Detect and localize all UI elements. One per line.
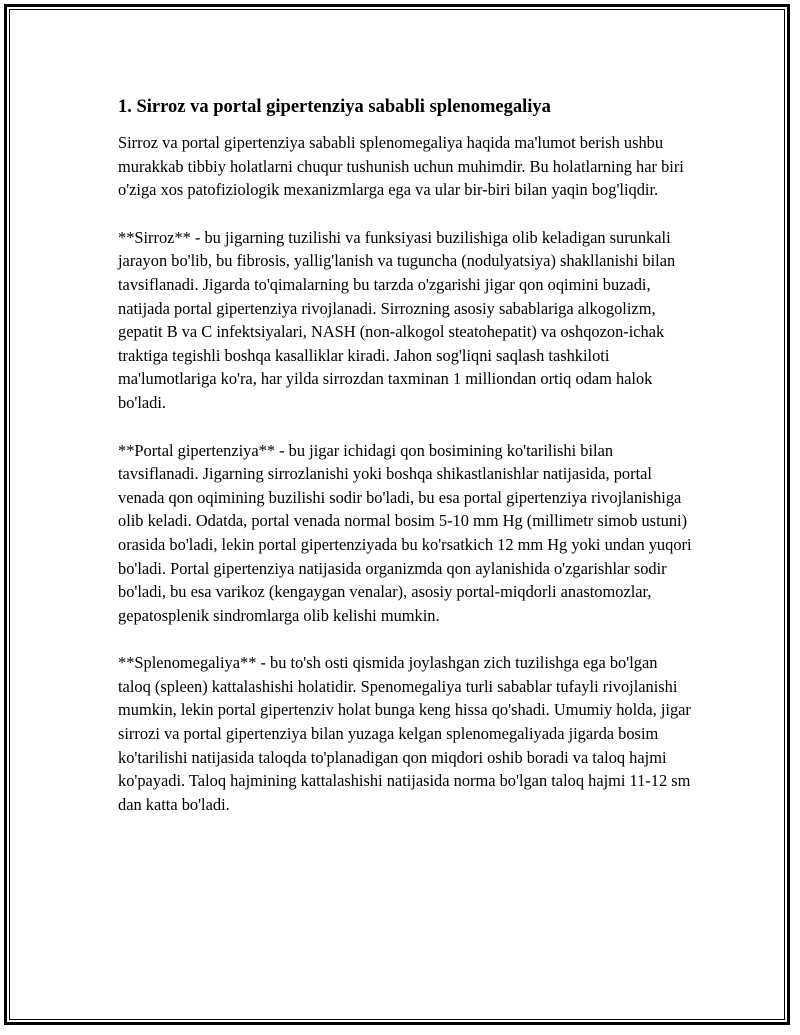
document-title: 1. Sirroz va portal gipertenziya sababli splenomegaliya: [118, 97, 551, 117]
paragraph-splenomegaliya: **Splenomegaliya** - bu to'sh osti qismida joylashgan zich tuzilishga ega bo'lgan taloq (spleen) kattalashishi holatidir. Spenomegaliya turli sabablar tufayli rivojlanishi mumkin, lekin portal gipertenziv holat bunga keng hissa qo'shadi. Umumiy holda, jigar sirrozi va portal gipertenziya bilan yuzaga kelgan splenomegaliyada jigarda bosim ko'tarilishi natijasida taloqda to'planadigan qon miqdori oshib boradi va taloq hajmi ko'payadi. Taloq hajmining kattalashishi natijasida norma bo'lgan taloq hajmi 11-12 sm dan katta bo'ladi.: [118, 653, 691, 814]
document-body: [118, 95, 693, 840]
paragraph-sirroz: **Sirroz** - bu jigarning tuzilishi va funksiyasi buzilishiga olib keladigan surunkali jarayon bo'lib, bu fibrosis, yallig'lanish va tuguncha (nodulyatsiya) shakllanishi bilan tavsiflanadi. Jigarda to'qimalarning bu tarzda o'zgarishi jigar qon oqimini buzadi, natijada portal gipertenziya rivojlanadi. Sirrozning asosiy sabablariga alkogolizm, gepatit B va C infektsiyalari, NASH (non-alkogol steatohepatit) va oshqozon-ichak traktiga tegishli boshqa kasalliklar kiradi. Jahon sog'liqni saqlash tashkiloti ma'lumotlariga ko'ra, har yilda sirrozdan taxminan 1 milliondan ortiq odam halok bo'ladi.: [118, 227, 676, 412]
paragraph-portal-gipertenziya: **Portal gipertenziya** - bu jigar ichidagi qon bosimining ko'tarilishi bilan tavsiflanadi. Jigarning sirrozlanishi yoki boshqa shikastlanishlar natijasida, portal venada qon oqimining buzilishi sodir bo'ladi, bu esa portal gipertenziya rivojlanishiga olib keladi. Odatda, portal venada normal bosim 5-10 mm Hg (millimetr simob ustuni) orasida bo'ladi, lekin portal gipertenziyada bu ko'rsatkich 12 mm Hg yoki undan yuqori bo'ladi. Portal gipertenziya natijasida organizmda qon aylanishida o'zgarishlar sodir bo'ladi, bu esa varikoz (kengaygan venalar), asosiy portal-miqdorli anastomozlar, gepatosplenik sindromlarga olib kelishi mumkin.: [118, 440, 692, 625]
paragraph-intro: Sirroz va portal gipertenziya sababli splenomegaliya haqida ma'lumot berish ushbu murakkab tibbiy holatlarni chuqur tushunish uchun muhimdir. Bu holatlarning har biri o'ziga xos patofiziologik mexanizmlarga ega va ular bir-biri bilan yaqin bog'liqdir.: [118, 133, 684, 200]
